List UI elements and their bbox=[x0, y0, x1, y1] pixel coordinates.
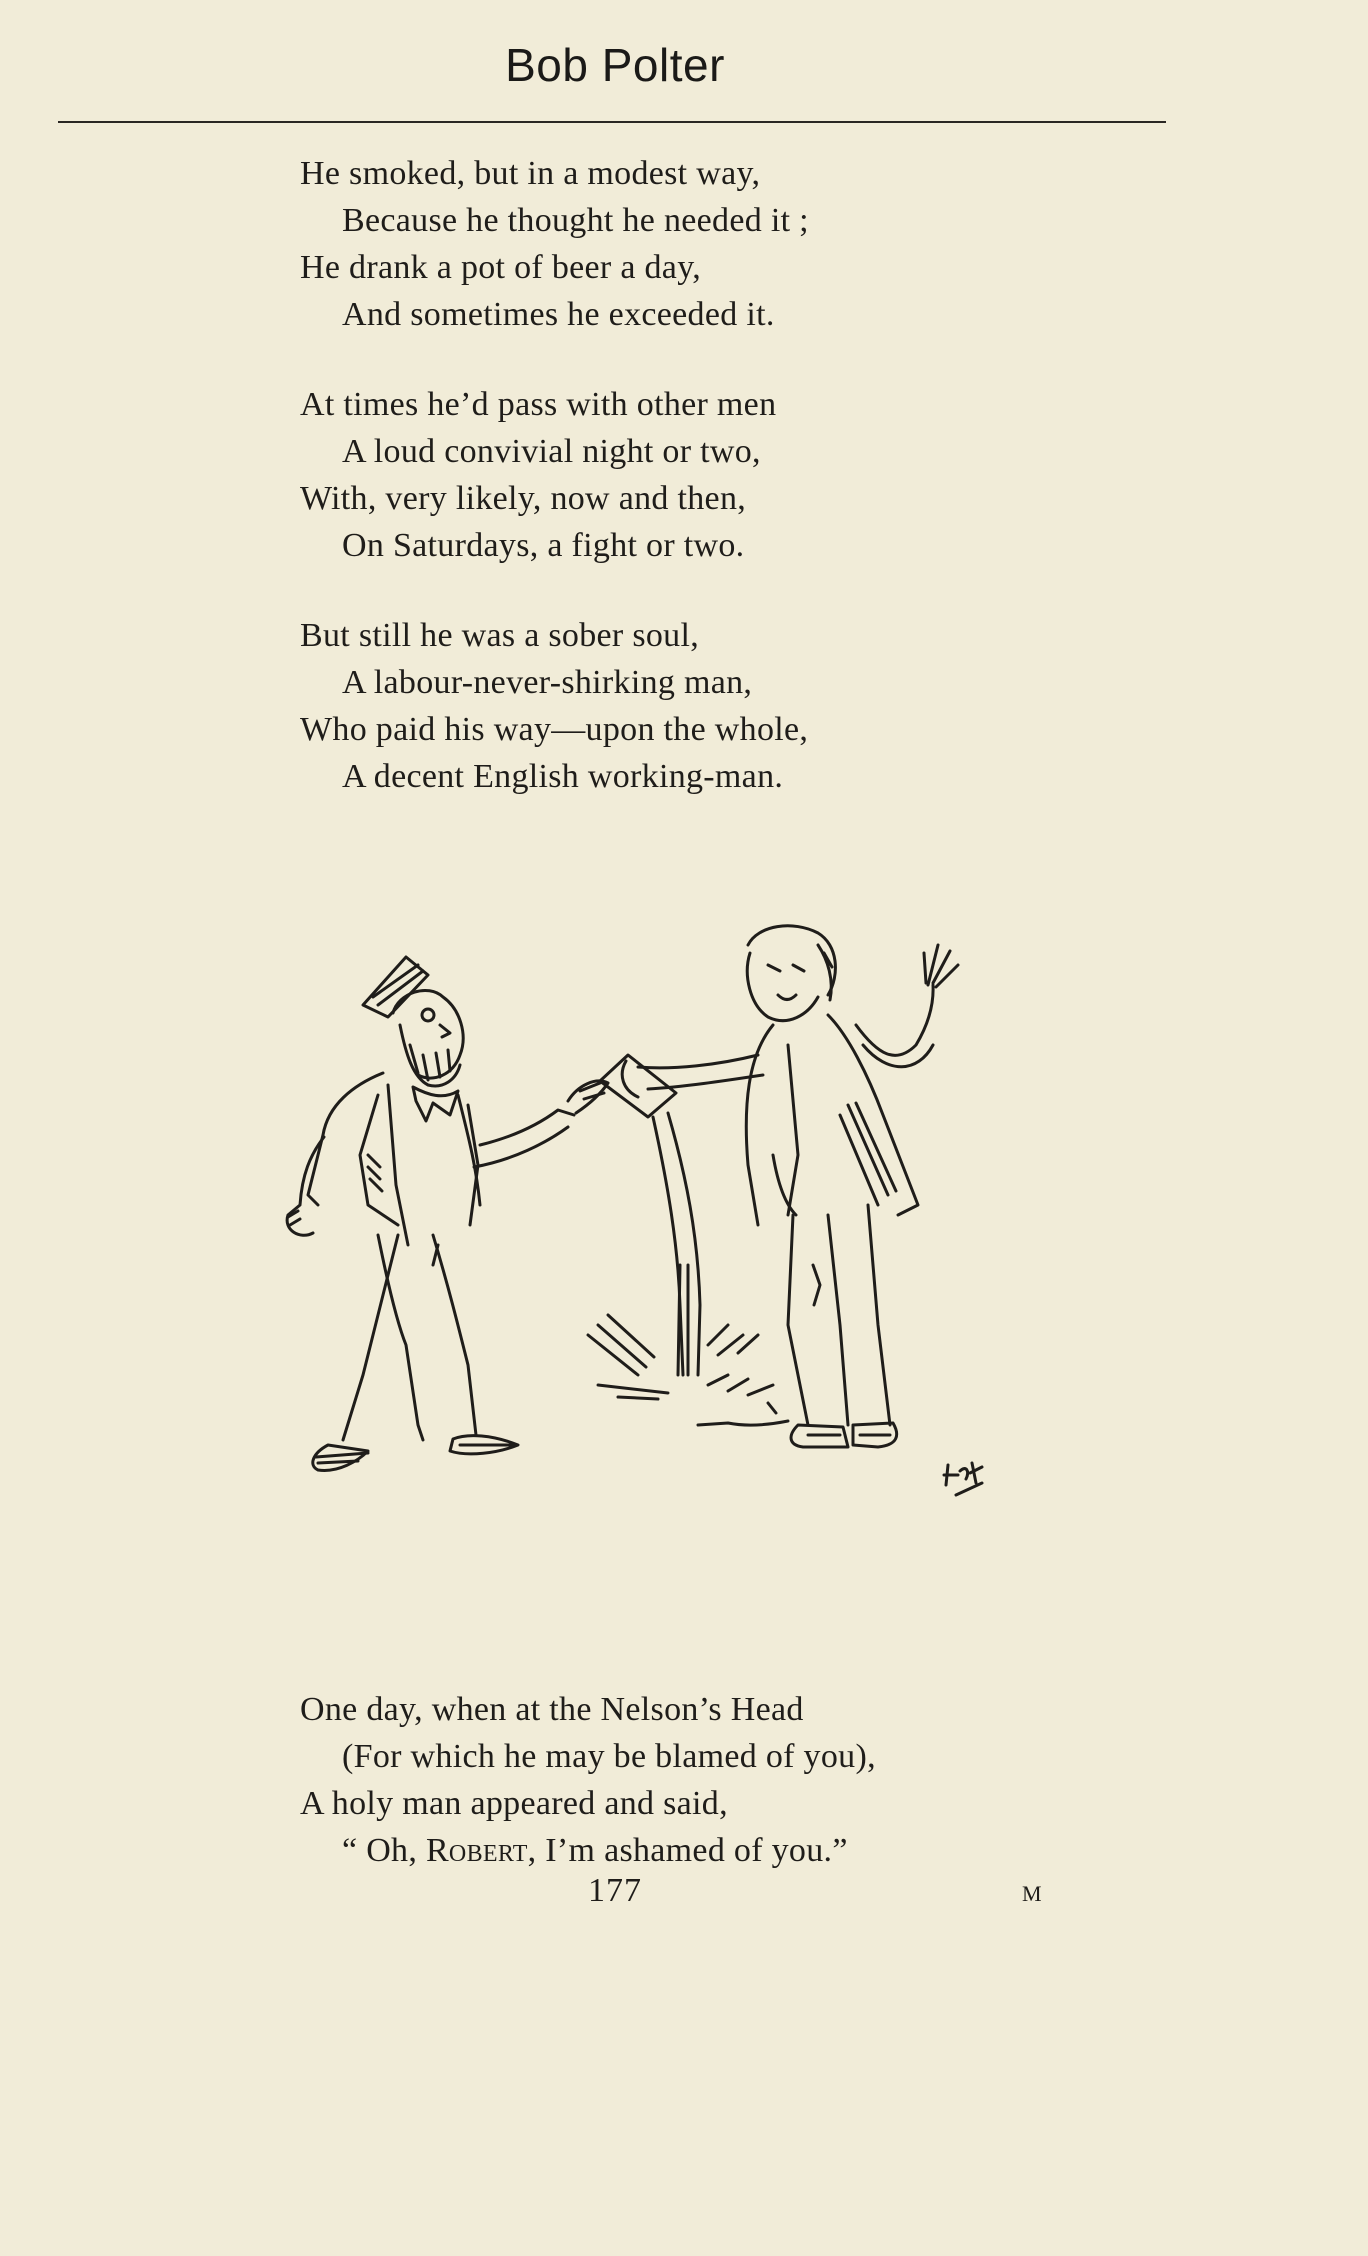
verse-line: A labour-never-shirking man, bbox=[342, 664, 753, 701]
artist-monogram bbox=[944, 1463, 982, 1495]
verse-line: One day, when at the Nelson’s Head bbox=[300, 1691, 804, 1728]
verse-line: (For which he may be blamed of you), bbox=[342, 1738, 876, 1775]
open-quote: “ Oh, bbox=[342, 1832, 426, 1869]
signature-mark: M bbox=[1022, 1881, 1043, 1906]
character-name: Robert bbox=[425, 1832, 528, 1869]
verse-line: With, very likely, now and then, bbox=[300, 480, 747, 517]
running-head: Bob Polter bbox=[505, 39, 725, 91]
stanza bbox=[300, 612, 1060, 800]
header-rule bbox=[58, 121, 1166, 123]
verse-line: On Saturdays, a fight or two. bbox=[342, 527, 745, 564]
verse-line: But still he was a sober soul, bbox=[300, 617, 700, 654]
verse-line: A decent English working-man. bbox=[342, 758, 784, 795]
verse-line bbox=[300, 1827, 1060, 1874]
verse-line: Because he thought he needed it ; bbox=[342, 202, 809, 239]
left-figure bbox=[287, 957, 608, 1470]
verse-line: A holy man appeared and said, bbox=[300, 1785, 728, 1822]
ink-illustration bbox=[228, 905, 1008, 1585]
stanza bbox=[300, 1686, 1060, 1874]
verse-line: He smoked, but in a modest way, bbox=[300, 155, 761, 192]
illustration-drawing bbox=[228, 905, 1008, 1585]
right-figure bbox=[600, 926, 958, 1447]
verse-line: At times he’d pass with other men bbox=[300, 386, 777, 423]
stanza bbox=[300, 381, 1060, 569]
page-number: 177 bbox=[588, 1872, 642, 1909]
line-remainder: , I’m ashamed of you.” bbox=[527, 1832, 848, 1869]
verse-line: Who paid his way—upon the whole, bbox=[300, 711, 809, 748]
verse-line: A loud convivial night or two, bbox=[342, 433, 761, 470]
verse-line: He drank a pot of beer a day, bbox=[300, 249, 702, 286]
beer-stream bbox=[588, 1113, 788, 1425]
stanza bbox=[300, 150, 1060, 338]
verse-line: And sometimes he exceeded it. bbox=[342, 296, 775, 333]
